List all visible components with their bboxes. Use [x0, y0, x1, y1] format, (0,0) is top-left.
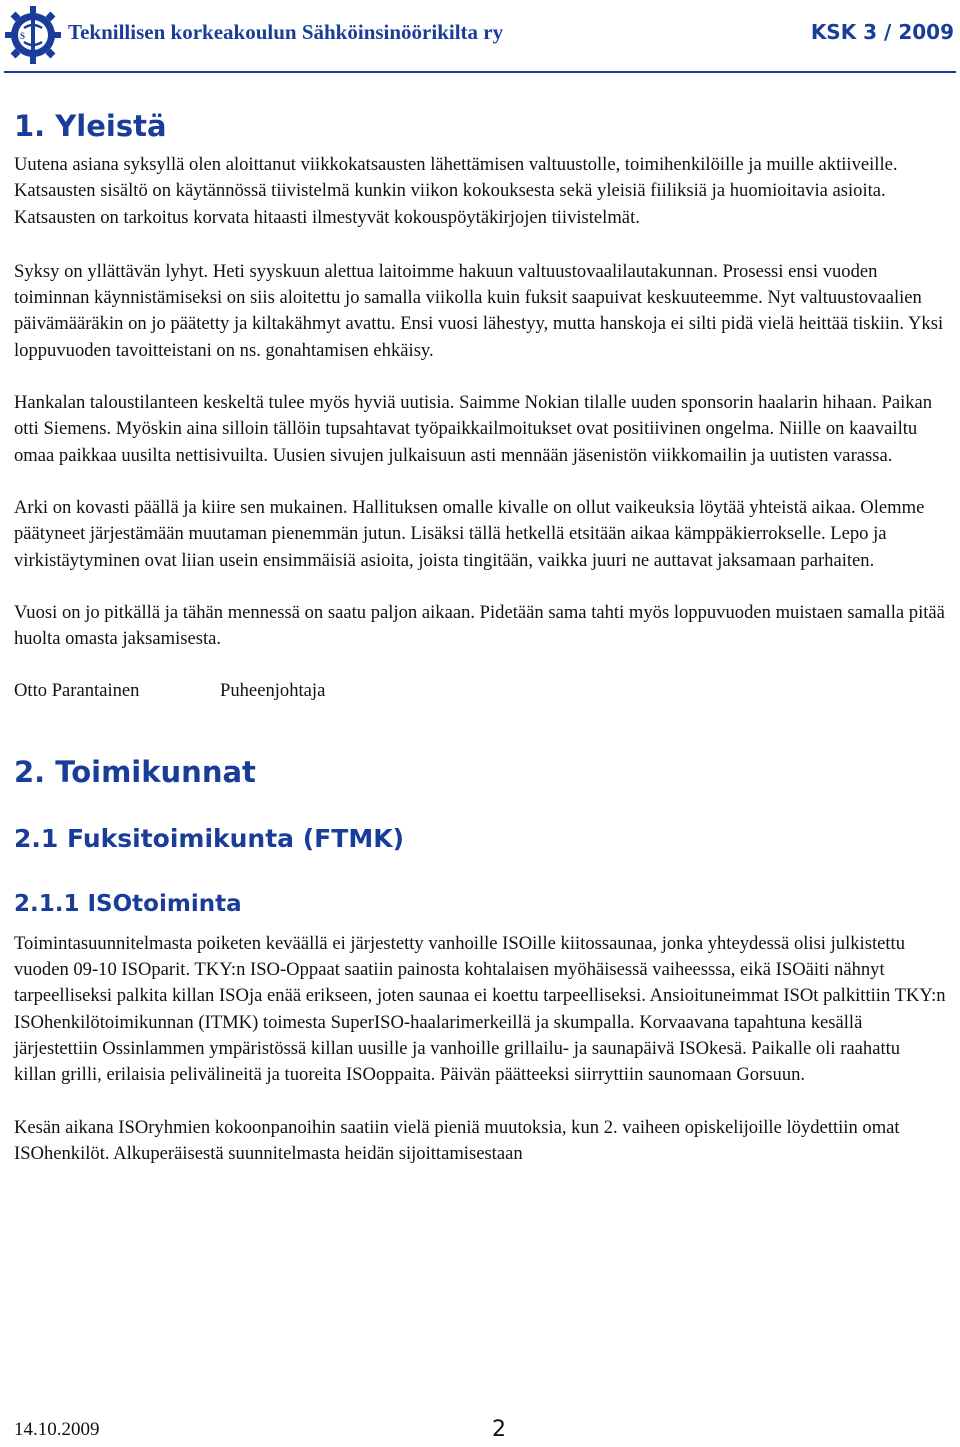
paragraph: Toimintasuunnitelmasta poiketen keväällä ei järjestetty vanhoille ISOille kiitossaunaa, jonka yhteydessä olisi julkistettu vuoden 09-10 ISOparit. TKY:n ISO-Oppaat saatiin painosta kohtalaisen myöhäisessä vaiheesssa, eikä ISOäiti nähnyt tarpeelliseksi palkita killan ISOja enää erikseen, joten saunaa ei koettu tarpeelliseksi. Ansioituneimmat ISOt palkittiin TKY:n ISOhenkilötoimikunnan (ITMK) toimesta SuperISO-haalarimerkeillä ja skumpalla. Korvaavana tapahtuna kesällä järjestettiin Ossinlammen ympäristössä killan uusille ja vanhoille grillailu- ja saunapäivä ISOkesä. Paikalle oli raahattu killan grilli, erilaisia pelivälineitä ja tuoreita ISOoppaita. Päivän päätteeksi siirryttiin saunomaan Gorsuun.	[14, 932, 946, 1086]
page-number: 2	[492, 1417, 506, 1442]
paragraph: Syksy on yllättävän lyhyt. Heti syyskuun alettua laitoimme hakuun valtuustovaalilautakunnan. Prosessi ensi vuoden toiminnan käynnistämiseksi on siis aloitettu jo samalla viikolla kuin fuksit saapuivat keskuuteemme. Nyt valtuustovaalien päivämääräkin on jo päätetty ja kiltakähmyt avattu. Ensi vuosi lähestyy, mutta hanskoja ei silti pidä vielä heittää tiskiin. Yksi loppuvuoden tavoitteistani on ns. gonahtamisen ehkäisy.	[14, 260, 944, 361]
organization-name: Teknillisen korkeakoulun Sähköinsinöörikilta ry	[68, 20, 504, 44]
footer-date: 14.10.2009	[14, 1419, 100, 1440]
signer-role: Puheenjohtaja	[220, 680, 326, 702]
svg-text:S: S	[20, 31, 26, 41]
paragraph: Uutena asiana syksyllä olen aloittanut viikkokatsausten lähettämisen valtuustolle, toimihenkilöille ja muille aktiiveille. Katsausten sisältö on käytännössä tiivistelmä kunkin viikon kokouksesta sekä yleisiä fiiliksiä ja huomioitavia asioita. Katsausten on tarkoitus korvata hitaasti ilmestyvät kokouspöytäkirjojen tiivistelmät.	[14, 154, 898, 228]
header-divider	[4, 71, 956, 73]
signature-line	[14, 678, 946, 704]
paragraph: Kesän aikana ISOryhmien kokoonpanoihin saatiin vielä pieniä muutoksia, kun 2. vaiheen opiskelijoille löydettiin omat ISOhenkilöt. Alkuperäisestä suunnitelmasta heidän sijoittamisestaan	[14, 1116, 900, 1164]
paragraph: Vuosi on jo pitkällä ja tähän mennessä on saatu paljon aikaan. Pidetään sama tahti myös loppuvuoden muistaen samalla pitää huolta omasta jaksamisesta.	[14, 601, 945, 650]
section-2-1-heading: 2.1 Fuksitoimikunta (FTMK)	[14, 823, 404, 853]
guild-logo-gear-icon	[4, 4, 62, 66]
signer-name: Otto Parantainen	[14, 680, 140, 702]
issue-number: KSK 3 / 2009	[810, 20, 954, 44]
section-2-heading: 2. Toimikunnat	[14, 754, 256, 789]
page-header	[0, 0, 960, 72]
paragraph: Hankalan taloustilanteen keskeltä tulee myös hyviä uutisia. Saimme Nokian tilalle uuden sponsorin haalarin hihaan. Paikan otti Siemens. Myöskin aina silloin tällöin tupsahtavat työpaikkailmoitukset ovat positiivinen ongelma. Niille on kaavailtu omaa paikkaa uusilta nettisivuilta. Uusien sivujen julkaisuun asti mennään jäsenistön viikkomailin ja uutisten varassa.	[14, 392, 933, 466]
section-2-1-1-heading: 2.1.1 ISOtoiminta	[14, 890, 242, 917]
document-body	[14, 100, 946, 1167]
page-footer	[14, 1419, 946, 1445]
section-1-heading: 1. Yleistä	[14, 109, 167, 143]
paragraph: Arki on kovasti päällä ja kiire sen mukainen. Hallituksen omalle kivalle on ollut vaikeuksia löytää yhteistä aikaa. Olemme päätyneet järjestämään muutaman pienemmän jutun. Lisäksi tällä hetkellä etsitään aikaa kämppäkierrokselle. Lepo ja virkistäytyminen ovat liian usein ensimmäisiä asioita, joista tingitään, vaikka juuri ne auttavat jaksamaan parhaiten.	[14, 496, 925, 571]
